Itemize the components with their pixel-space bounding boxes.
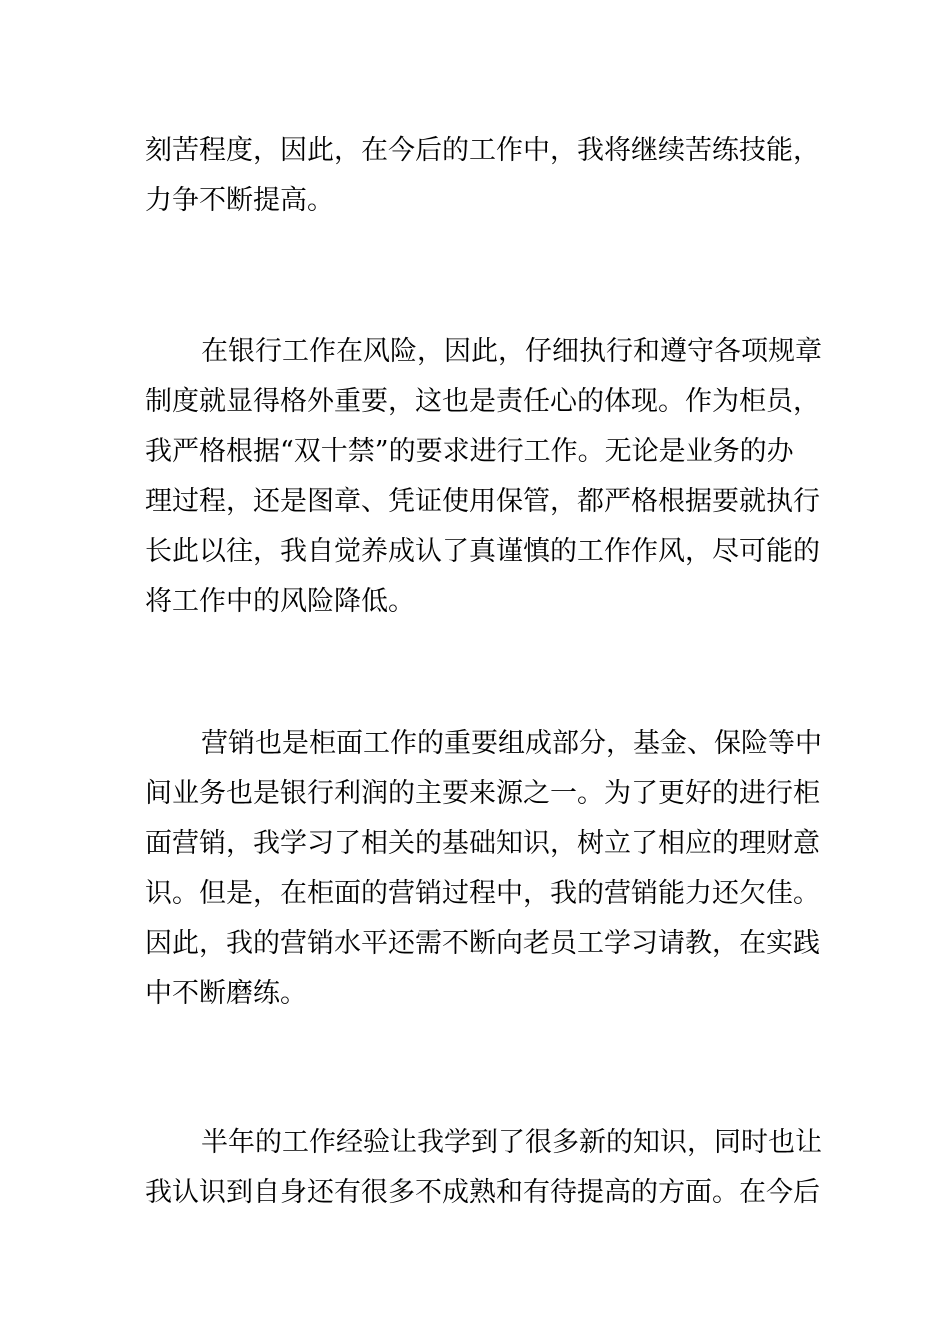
text-line: 刻苦程度，因此，在今后的工作中，我将继续苦练技能， (145, 135, 820, 166)
text-line: 中不断磨练。 (145, 978, 307, 1009)
text-line: 在银行工作在风险，因此，仔细执行和遵守各项规章 (201, 336, 822, 367)
text-line: 我严格根据“双十禁”的要求进行工作。无论是业务的办 (145, 436, 794, 467)
text-line: 我认识到自身还有很多不成熟和有待提高的方面。在今后 (145, 1177, 820, 1208)
text-line: 营销也是柜面工作的重要组成部分，基金、保险等中 (201, 728, 822, 759)
text-line: 力争不断提高。 (145, 185, 334, 216)
paragraph-counter-marketing (145, 719, 825, 1019)
text-line: 半年的工作经验让我学到了很多新的知识，同时也让 (201, 1127, 822, 1158)
paragraph-half-year-summary (145, 1118, 825, 1218)
text-line: 面营销，我学习了相关的基础知识，树立了相应的理财意 (145, 828, 820, 859)
text-line: 制度就显得格外重要，这也是责任心的体现。作为柜员， (145, 386, 820, 417)
text-line: 因此，我的营销水平还需不断向老员工学习请教，在实践 (145, 928, 820, 959)
text-line: 识。但是，在柜面的营销过程中，我的营销能力还欠佳。 (145, 878, 820, 909)
text-line: 长此以往，我自觉养成认了真谨慎的工作作风，尽可能的 (145, 536, 820, 567)
text-line: 将工作中的风险降低。 (145, 586, 415, 617)
paragraph-risk-compliance (145, 327, 825, 627)
text-line: 理过程，还是图章、凭证使用保管，都严格根据要就执行 (145, 486, 820, 517)
text-line: 间业务也是银行利润的主要来源之一。为了更好的进行柜 (145, 778, 820, 809)
paragraph-skill-practice (145, 126, 825, 226)
